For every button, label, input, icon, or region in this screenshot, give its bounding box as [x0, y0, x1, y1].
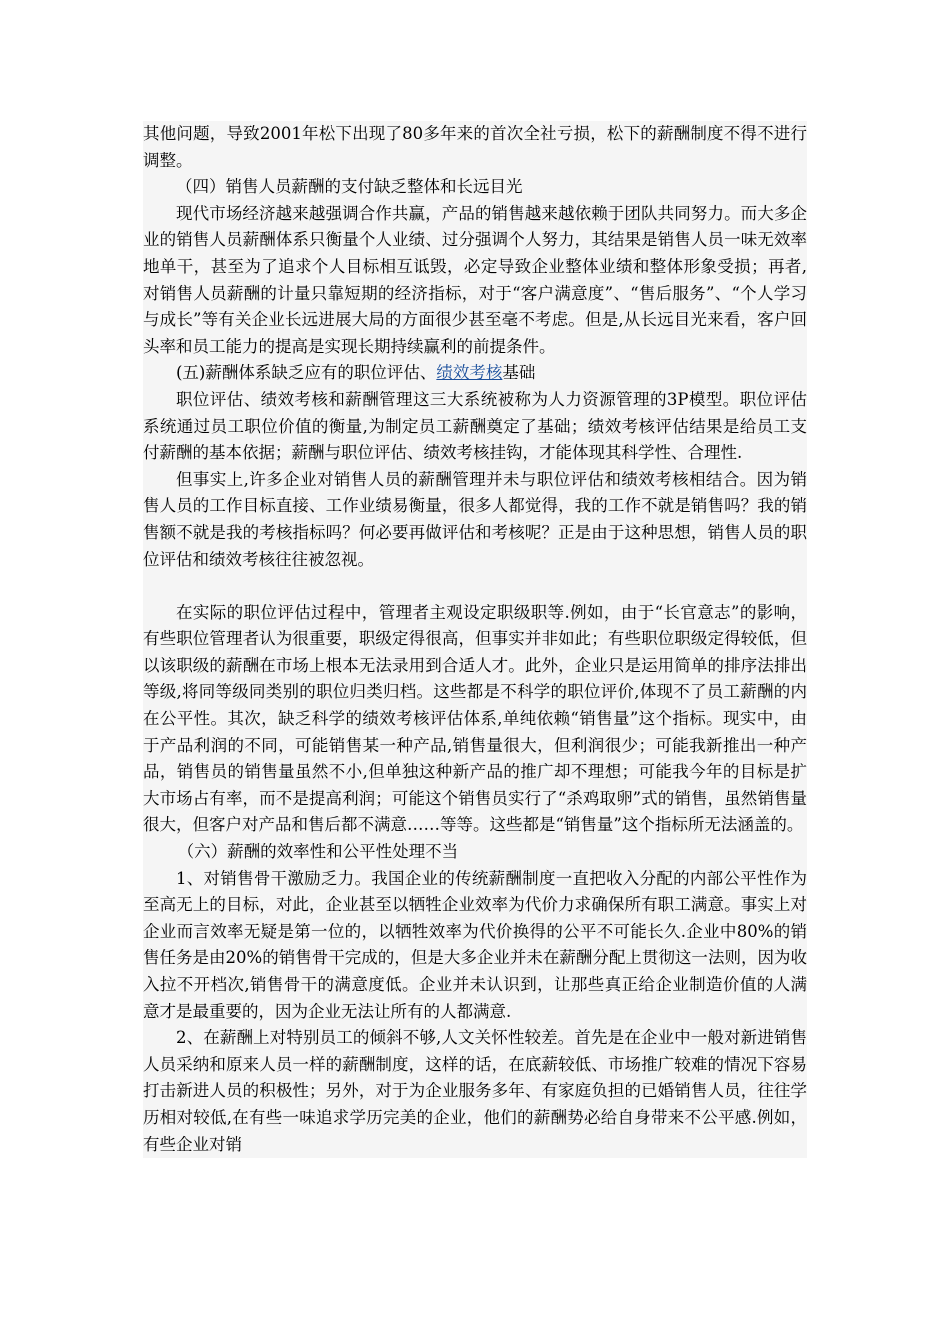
paragraph-teamwork: 现代市场经济越来越强调合作共赢，产品的销售越来越依赖于团队共同努力。而大多企业的销售人员薪酬体系只衡量个人业绩、过分强调个人努力，其结果是销售人员一味无效率地单干，甚至为了追求个人目标相互诋毁，必定导致企业整体业绩和整体形象受损；再者,对销售人员薪酬的计量只靠短期的经济指标，对于“客户满意度”、“售后服务”、“个人学习与成长”等有关企业长远进展大局的方面很少甚至毫不考虑。但是,从长远目光来看，客户回头率和员工能力的提高是实现长期持续赢利的前提条件。: [143, 203, 807, 356]
section-heading-4: （四）销售人员薪酬的支付缺乏整体和长远目光: [176, 177, 523, 197]
paragraph-intro: 其他问题，导致2001年松下出现了80多年来的首次全社亏损，松下的薪酬制度不得不进行调整。: [143, 124, 807, 170]
section-heading-6: （六）薪酬的效率性和公平性处理不当: [177, 842, 459, 862]
performance-appraisal-link[interactable]: 绩效考核: [436, 363, 503, 383]
paragraph-in-fact: 但事实上,许多企业对销售人员的薪酬管理并未与职位评估和绩效考核相结合。因为销售人员的工作目标直接、工作业绩易衡量，很多人都觉得，我的工作不就是销售吗？我的销售额不就是我的考核指标吗？何必要再做评估和考核呢？正是由于这种思想，销售人员的职位评估和绩效考核往往被忽视。: [143, 469, 807, 569]
paragraph-job-evaluation: 在实际的职位评估过程中，管理者主观设定职级职等.例如，由于“长官意志”的影响，有些职位管理者认为很重要，职级定得很高，但事实并非如此；有些职位职级定得较低，但以该职级的薪酬在市场上根本无法录用到合适人才。此外，企业只是运用简单的排序法排出等级,将同等级同类别的职位归类归档。这些都是不科学的职位评价,体现不了员工薪酬的内在公平性。其次，缺乏科学的绩效考核评估体系,单纯依赖“销售量”这个指标。现实中，由于产品利润的不同，可能销售某一种产品,销售量很大，但利润很少；可能我新推出一种产品，销售员的销售量虽然不小,但单独这种新产品的推广却不理想；可能我今年的目标是扩大市场占有率，而不是提高利润；可能这个销售员实行了“杀鸡取卵”式的销售，虽然销售量很大，但客户对产品和售后都不满意……等等。这些都是“销售量”这个指标所无法涵盖的。: [143, 602, 807, 835]
section-heading-5: [143, 360, 807, 387]
section-heading-5-prefix: (五)薪酬体系缺乏应有的职位评估、: [176, 363, 437, 383]
paragraph-special-employees: 2、在薪酬上对特别员工的倾斜不够,人文关怀性较差。首先是在企业中一般对新进销售人员采纳和原来人员一样的薪酬制度，这样的话，在底薪较低、市场推广较难的情况下容易打击新进人员的积极性；另外，对于为企业服务多年、有家庭负担的已婚销售人员，往往学历相对较低,在有些一味追求学历完美的企业，他们的薪酬势必给自身带来不公平感.例如，有些企业对销: [143, 1028, 807, 1154]
section-heading-5-suffix: 基础: [502, 363, 536, 383]
blank-line: [143, 573, 807, 600]
document-body: [143, 121, 807, 1158]
paragraph-3p-model: 职位评估、绩效考核和薪酬管理这三大系统被称为人力资源管理的3P模型。职位评估系统通过员工职位价值的衡量,为制定员工薪酬奠定了基础；绩效考核评估结果是给员工支付薪酬的基本依据；薪酬与职位评估、绩效考核挂钩，才能体现其科学性、合理性.: [143, 389, 807, 463]
paragraph-sales-backbone: 1、对销售骨干激励乏力。我国企业的传统薪酬制度一直把收入分配的内部公平性作为至高无上的目标，对此，企业甚至以牺牲企业效率为代价力求确保所有职工满意。事实上对企业而言效率无疑是第一位的，以牺牲效率为代价换得的公平不可能长久.企业中80%的销售任务是由20%的销售骨干完成的，但是大多企业并未在薪酬分配上贯彻这一法则，因为收入拉不开档次,销售骨干的满意度低。企业并未认识到，让那些真正给企业制造价值的人满意才是最重要的，因为企业无法让所有的人都满意.: [143, 868, 807, 1021]
